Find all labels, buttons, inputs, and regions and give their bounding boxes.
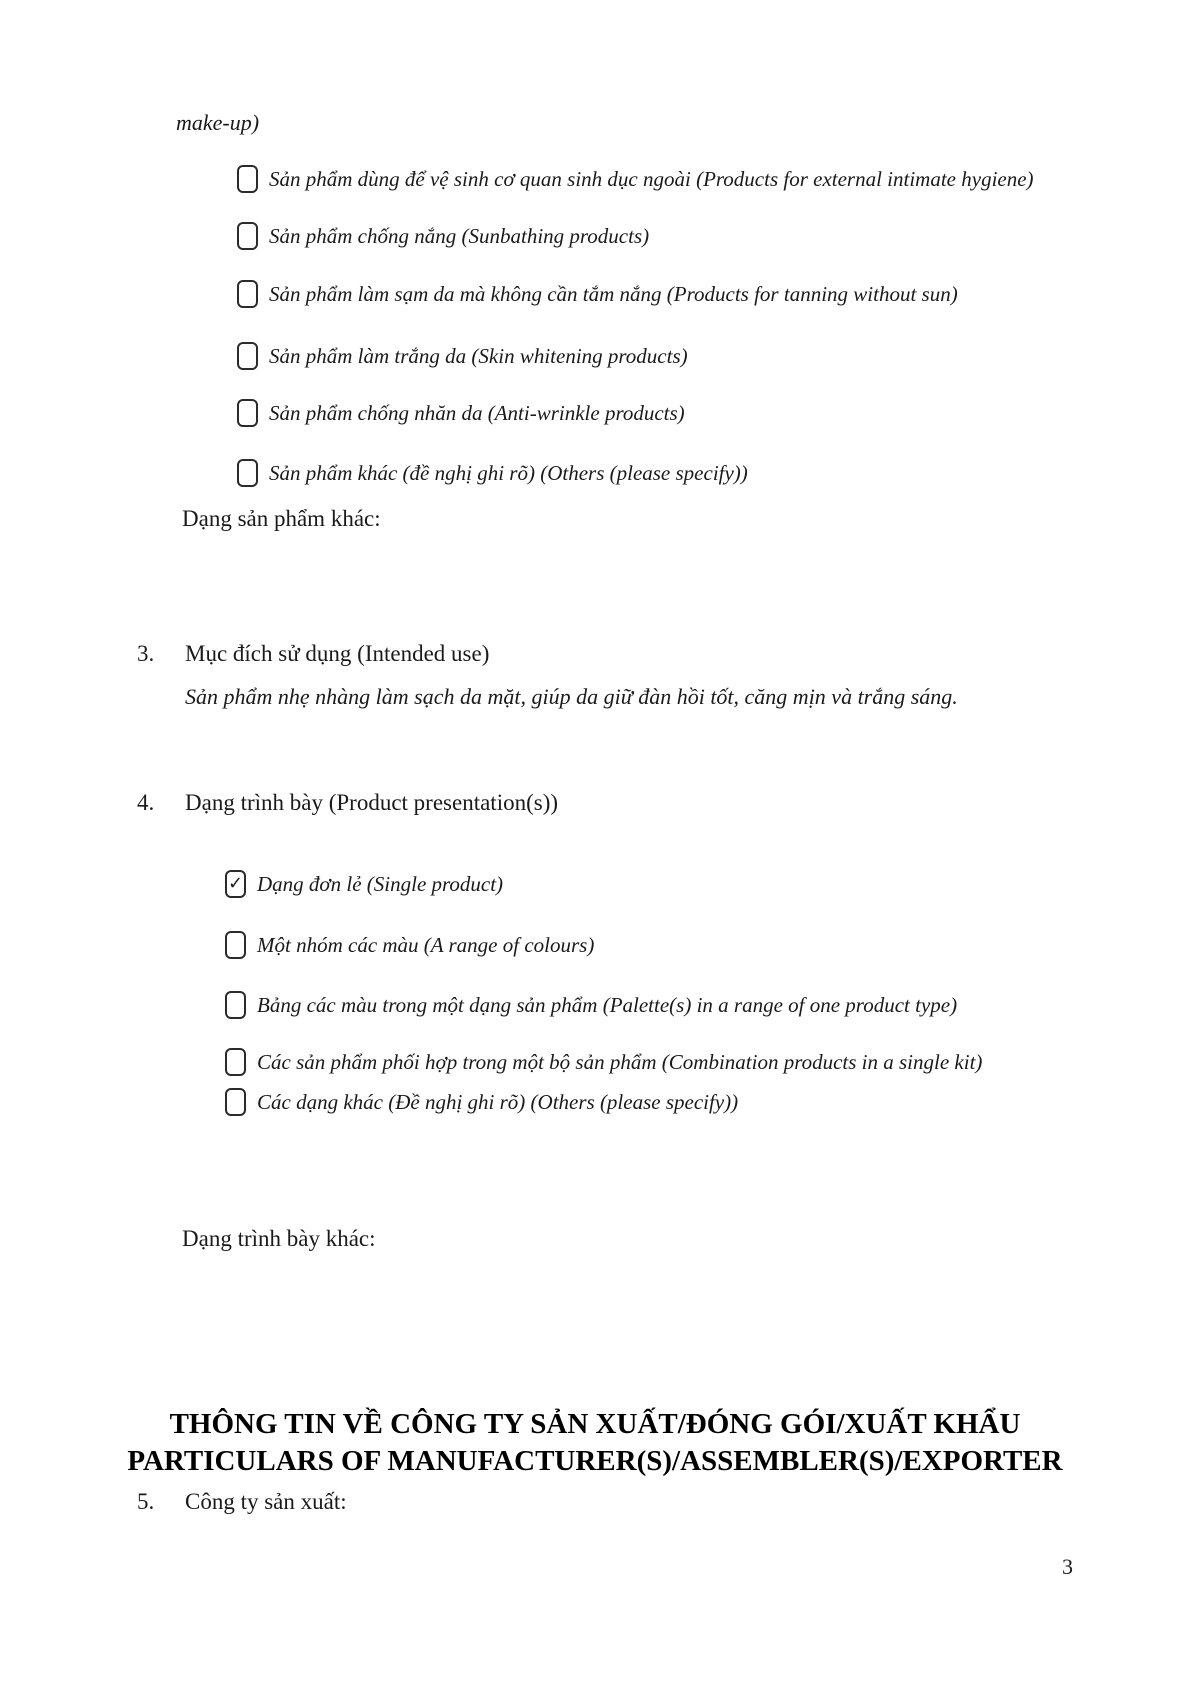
checkbox-range-of-colours[interactable] [225,931,246,959]
item-title: Công ty sản xuất: [185,1489,347,1514]
item-intended-use [137,641,489,667]
item-manufacturer-company [137,1489,347,1515]
checkbox-combination-kit[interactable] [225,1048,246,1076]
checkbox-external-intimate-hygiene[interactable] [237,165,258,193]
checkbox-other-presentation[interactable] [225,1088,246,1116]
other-presentation-label: Dạng trình bày khác: [182,1226,376,1251]
checkbox-row [237,280,958,308]
checkbox-label: Một nhóm các màu (A range of colours) [257,932,595,957]
manufacturer-section-heading [0,1406,1190,1480]
checkbox-tanning-without-sun[interactable] [237,280,258,308]
intended-use-description: Sản phẩm nhẹ nhàng làm sạch da mặt, giúp da giữ đàn hồi tốt, căng mịn và trắng sáng. [185,684,958,709]
checkbox-anti-wrinkle[interactable] [237,399,258,427]
checkbox-label: Sản phẩm chống nhăn da (Anti-wrinkle products) [269,400,685,425]
page-number: 3 [1062,1554,1073,1579]
checkbox-row [237,399,685,427]
checkbox-row [225,1048,982,1076]
checkbox-row [237,222,649,250]
checkbox-row [225,870,503,898]
item-title: Dạng trình bày (Product presentation(s)) [185,790,559,815]
checkbox-skin-whitening[interactable] [237,342,258,370]
checkbox-row [237,459,748,487]
heading-english: PARTICULARS OF MANUFACTURER(S)/ASSEMBLER(S)/EXPORTER [127,1445,1063,1477]
checkbox-row [225,991,957,1019]
checkbox-other-product-type[interactable] [237,459,258,487]
checkbox-row [237,342,688,370]
checkbox-label: Sản phẩm khác (đề nghị ghi rõ) (Others (please specify)) [269,460,748,485]
checkbox-label: Sản phẩm chống nắng (Sunbathing products) [269,223,650,248]
other-product-type-label: Dạng sản phẩm khác: [182,506,381,531]
item-number: 3. [137,641,155,666]
item-title: Mục đích sử dụng (Intended use) [185,641,490,666]
item-product-presentation [137,790,558,816]
checkbox-label: Sản phẩm làm trắng da (Skin whitening products) [269,343,688,368]
checkbox-label: Các sản phẩm phối hợp trong một bộ sản phẩm (Combination products in a single kit) [257,1049,983,1074]
checkbox-label: Bảng các màu trong một dạng sản phẩm (Palette(s) in a range of one product type) [257,992,958,1017]
checkbox-row [225,1088,738,1116]
item-number: 5. [137,1489,155,1514]
checkbox-label: Các dạng khác (Đề nghị ghi rõ) (Others (please specify)) [257,1089,739,1114]
checkbox-label: Sản phẩm dùng để vệ sinh cơ quan sinh dục ngoài (Products for external intimate hygiene) [269,166,1034,191]
checkbox-label: Sản phẩm làm sạm da mà không cần tắm nắng (Products for tanning without sun) [269,281,958,306]
checkbox-row [237,165,1034,193]
heading-vietnamese: THÔNG TIN VỀ CÔNG TY SẢN XUẤT/ĐÓNG GÓI/XUẤT KHẨU [169,1408,1021,1440]
checkmark-icon: ✓ [227,872,244,894]
checkbox-row [225,931,594,959]
checkbox-single-product[interactable] [225,870,246,898]
checkbox-label: Dạng đơn lẻ (Single product) [257,871,504,896]
checkbox-palette-range[interactable] [225,991,246,1019]
item-number: 4. [137,790,155,815]
checkbox-sunbathing-products[interactable] [237,222,258,250]
wrapped-line-fragment: make-up) [176,110,260,135]
